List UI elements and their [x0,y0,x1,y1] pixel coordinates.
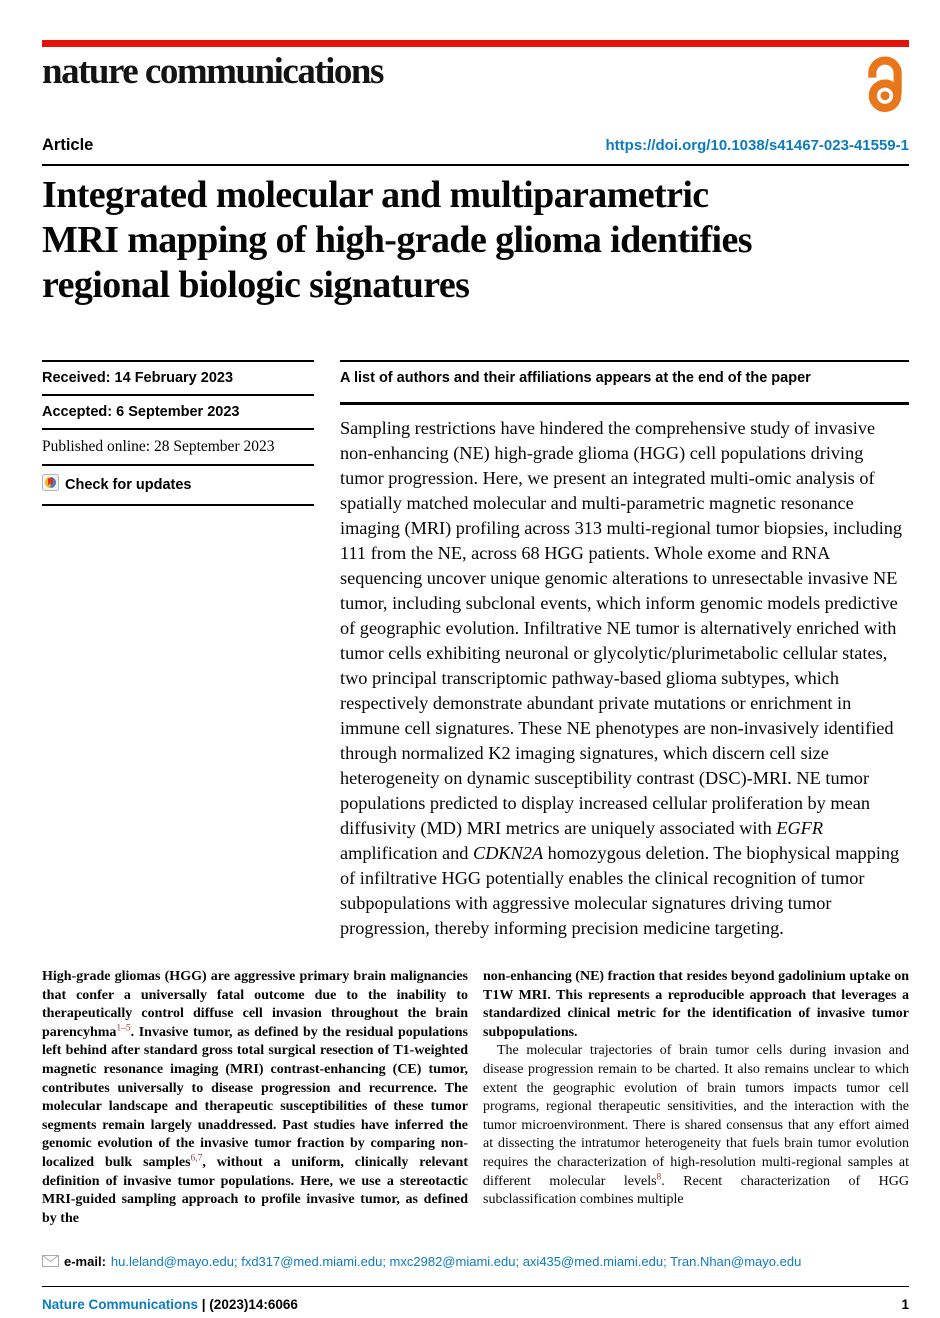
intro-paragraph-right-2: The molecular trajectories of brain tumor cells during invasion and disease progression remain to be charted. It also remains unclear to which extent the geographic evolution of brain tumors impacts tumor cell programs, regional therapeutic sensitivities, and the interaction with the tumor microenvironment. There is shared consensus that any effort aimed at dissecting the intratumor heterogeneity that fuels brain tumor evolution requires the characterization of high-resolution multi-regional samples at different molecular levels$^8$. Recent characterization of HGG subclassification combines multiple [483,1043,909,1208]
intro-column-left [42,968,468,1228]
article-type-label: Article [42,136,94,154]
envelope-icon [42,1254,59,1270]
footer-rule [42,1286,909,1287]
crossmark-icon [42,474,59,495]
dates-column [42,360,314,941]
info-section [42,360,909,941]
intro-paragraph-left: High-grade gliomas (HGG) are aggressive primary brain malignancies that confer a universally fatal outcome due to the inability to therapeutically control diffuse cell invasion throughout the brain parencyhma$^{1-5}$. Invasive tumor, as defined by the residual populations left behind after standard gross total surgical resection of T1-weighted magnetic resonance imaging (MRI) contrast-enhancing (CE) tumor, contributes universally to disease progression and recurrence. The molecular landscape and therapeutic susceptibilities of these tumor segments remain largely unaddressed. Past studies have inferred the genomic evolution of the invasive tumor fraction by comparing non-localized bulk samples$^{6,7}$, without a uniform, clinically relevant definition of invasive tumor populations. Here, we use a stereotactic MRI-guided sampling approach to profile invasive tumor, as defined by the [42,969,468,1226]
email-links[interactable]: hu.leland@mayo.edu; fxd317@med.miami.edu; mxc2982@miami.edu; axi435@med.miami.edu; Tran.Nhan@mayo.edu [110,1254,802,1270]
email-label: e-mail: [64,1254,106,1270]
page-number: 1 [901,1297,909,1313]
intro-column-right [483,968,909,1228]
title-line-1: Integrated molecular and multiparametric [42,174,709,216]
email-footnote [42,1254,909,1270]
abstract-text: Sampling restrictions have hindered the comprehensive study of invasive non-enhancing (NE) high-grade glioma (HGG) cell populations driving tumor progression. Here, we present an integrated multi-omic analysis of spatially matched molecular and multi-parametric magnetic resonance imaging (MRI) profiling across 313 multi-regional tumor biopsies, including 111 from the NE, across 68 HGG patients. Whole exome and RNA sequencing uncover unique genomic alterations to unresectable invasive NE tumor, including subclonal events, which inform genomic models predictive of geographic evolution. Infiltrative NE tumor is alternatively enriched with tumor cells exhibiting neuronal or glycolytic/plurimetabolic cellular states, two principal transcriptomic pathway-based glioma subtypes, which respectively demonstrate abundant private mutations or enrichment in immune cell signatures. These NE phenotypes are non-invasively identified through normalized K2 imaging signatures, which discern cell size heterogeneity on dynamic susceptibility contrast (DSC)-MRI. NE tumor populations predicted to display increased cellular proliferation by mean diffusivity (MD) MRI metrics are uniquely associated with EGFR amplification and CDKN2A homozygous deletion. The biophysical mapping of infiltrative HGG potentially enables the clinical recognition of tumor subpopulations with aggressive molecular signatures driving tumor progression, thereby informing precision medicine targeting. [340,402,909,941]
intro-paragraph-right-1: non-enhancing (NE) fraction that resides beyond gadolinium uptake on T1W MRI. This represents a reproducible approach that leverages a standardized clinical metric for the identification of invasive tumor subpopulations. [483,969,909,1040]
introduction-section [42,968,909,1228]
article-title [42,173,909,308]
footer [42,1297,909,1312]
citation-text: | (2023)14:6066 [198,1297,298,1313]
journal-citation [42,1297,298,1312]
published-date: Published online: 28 September 2023 [42,428,314,464]
masthead-red-bar [42,40,909,47]
authors-note: A list of authors and their affiliations appears at the end of the paper [340,360,909,402]
accepted-date: Accepted: 6 September 2023 [42,394,314,428]
check-for-updates-label: Check for updates [65,476,192,493]
article-header-row [42,136,909,155]
journal-name-link[interactable]: Nature Communications [42,1297,199,1313]
header-rule [42,164,909,166]
check-for-updates-button[interactable] [42,464,314,506]
journal-logo: nature communications [42,51,383,92]
received-date: Received: 14 February 2023 [42,360,314,394]
masthead [42,52,909,112]
open-access-lock-icon [863,56,907,117]
page [42,40,909,1312]
doi-link[interactable]: https://doi.org/10.1038/s41467-023-41559-1 [605,137,909,154]
abstract-column [340,360,909,941]
title-line-3: regional biologic signatures [42,264,470,306]
title-line-2: MRI mapping of high-grade glioma identifies [42,219,752,261]
